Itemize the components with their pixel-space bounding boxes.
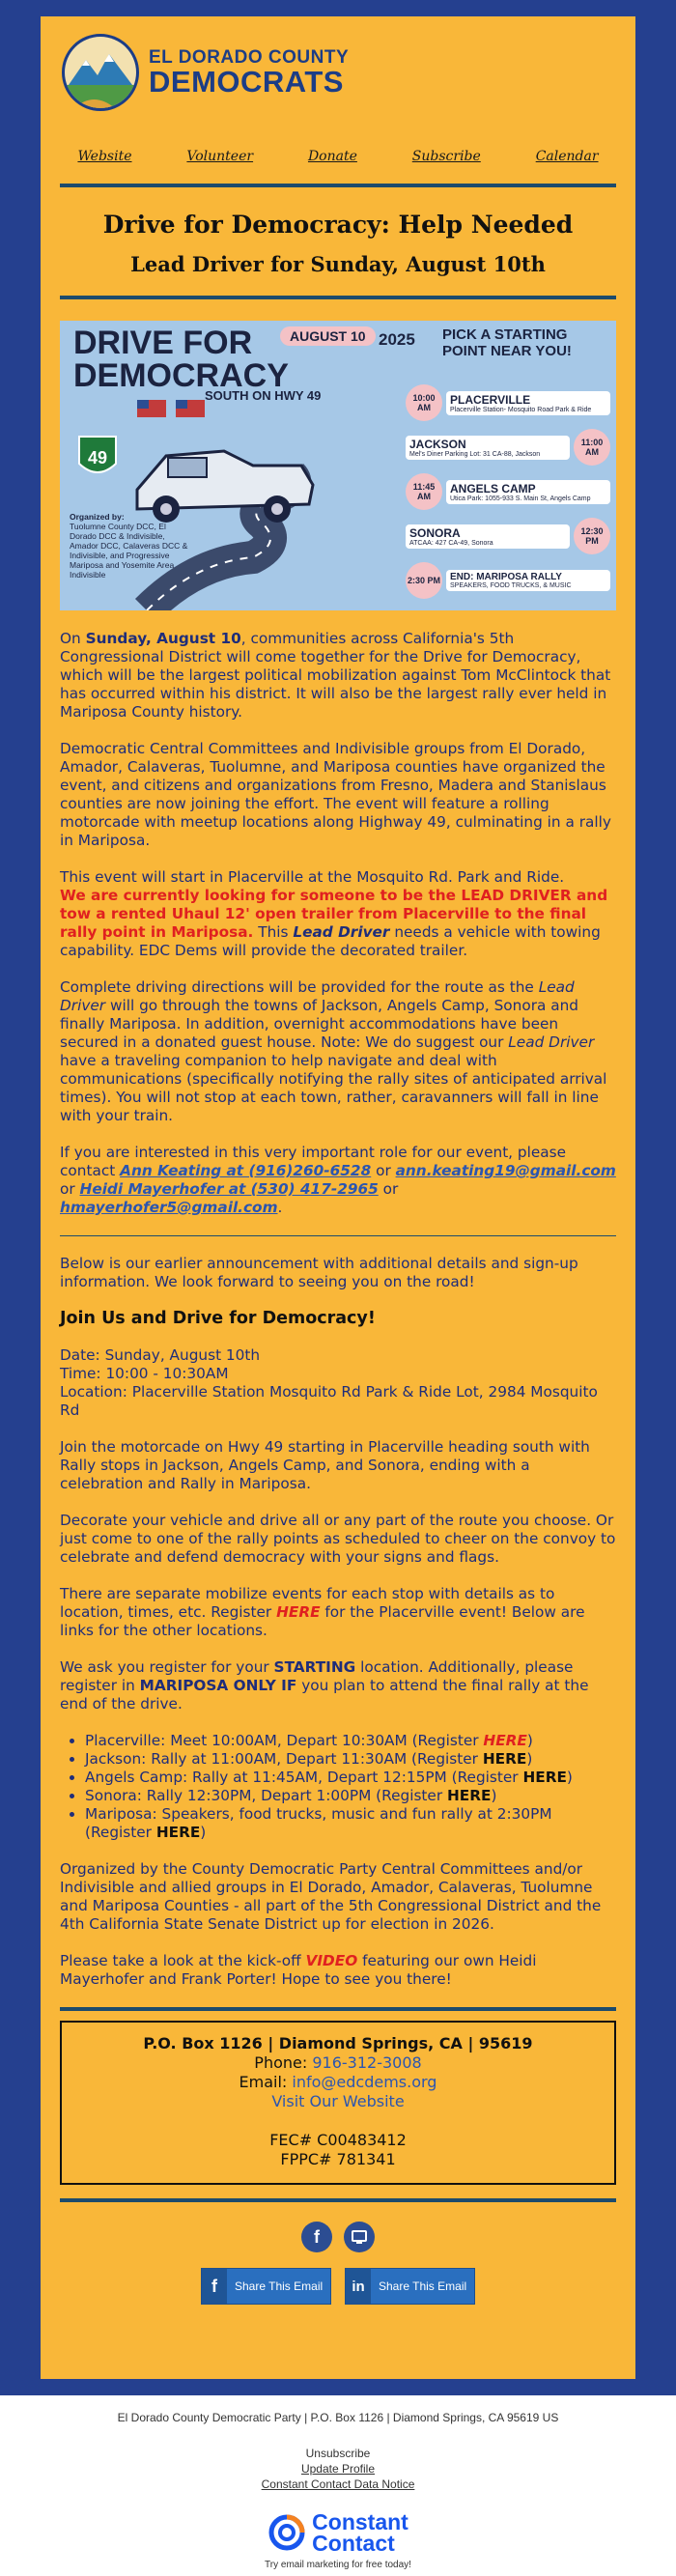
intro-paragraph: On Sunday, August 10, communities across California's 5th Congressional District will come together for the Drive for Democracy, which will be the largest political mobilization against Tom McClintock that has occurred within his district. It will also be the largest rally ever held in Mariposa County history. [60,630,611,721]
website-icon[interactable] [344,2222,375,2252]
share-buttons [41,2268,635,2305]
stop-name: END: MARIPOSA RALLY [450,572,562,582]
organized-body: Tuolumne County DCC, El Dorado DCC & Indivisible, Amador DCC, Calaveras DCC & Indivisible, and Progressive Mariposa and Yosemite Area Indivisible [70,522,188,580]
logo-emblem-icon [62,34,139,111]
website-link[interactable]: Visit Our Website [271,2092,405,2110]
logo-line-1: EL DORADO COUNTY [149,46,350,68]
facebook-icon: f [202,2269,227,2304]
social-icons [41,2222,635,2252]
list-item: • Mariposa: Speakers, food trucks, music and fun rally at 2:30PM (Register HERE) [85,1805,616,1842]
register-link[interactable]: HERE [522,1769,567,1786]
stop-name: SONORA [409,525,461,540]
phone-link[interactable]: 916-312-3008 [312,2053,422,2072]
footer-org: El Dorado County Democratic Party | P.O. Box 1126 | Diamond Springs, CA 95619 US [117,2411,559,2424]
banner-route: SOUTH ON HWY 49 [205,388,322,403]
phone-line: Phone: 916-312-3008 [254,2053,422,2072]
list-item: • Placerville: Meet 10:00AM, Depart 10:30AM (Register HERE) [85,1732,616,1750]
constant-contact-icon [268,2513,306,2552]
share-facebook-button[interactable]: f Share This Email [201,2268,331,2305]
announcement-intro: Below is our earlier announcement with additional details and sign-up information. We look forward to seeing you on the road! [60,1255,578,1290]
stop-time: 2:30 PM [406,562,442,599]
rally-list [60,1732,616,1842]
fppc-number: FPPC# 781341 [280,2150,396,2168]
unsubscribe-link[interactable]: Unsubscribe [305,2447,371,2460]
stop-name: JACKSON [409,437,466,451]
stop-name: PLACERVILLE [450,392,531,407]
organized-title: Organized by: [70,512,125,522]
ann-phone-link[interactable]: Ann Keating at (916)260-6528 [120,1162,372,1179]
decorate-paragraph: Decorate your vehicle and drive all or any part of the route you choose. Or just come to one of the rally points as scheduled to cheer on the convoy to celebrate and defend democracy with your signs and flags. [60,1512,616,1566]
stop-detail: Placerville Station- Mosquito Road Park & Ride [450,406,592,413]
share-linkedin-button[interactable]: in Share This Email [345,2268,475,2305]
organized-paragraph: Organized by the County Democratic Party Central Committees and/or Indivisible and allied groups in El Dorado, Amador, Calaveras, Tuolumne and Mariposa Counties - all part of the 5th Congressional District and the 4th California State Senate District up for election in 2026. [60,1860,602,1933]
cc-word-2: Contact [312,2531,395,2556]
stop-jackson [406,425,610,469]
nav-website[interactable]: Website [77,149,132,164]
contact-box [60,2021,616,2185]
logo-line-2: DEMOCRATS [149,64,344,99]
stop-detail: Mel's Diner Parking Lot: 31 CA-88, Jackson [409,450,541,458]
ann-email-link[interactable]: ann.keating19@gmail.com [395,1162,616,1179]
register-placerville-link[interactable]: HERE [276,1603,321,1621]
constant-contact-logo[interactable] [0,2511,676,2554]
nav-donate[interactable]: Donate [307,149,357,164]
data-notice-link[interactable]: Constant Contact Data Notice [261,2477,415,2491]
update-profile-link[interactable]: Update Profile [300,2462,376,2476]
page-title: Drive for Democracy: Help Needed [102,211,574,239]
banner-headline-1: DRIVE FOR [73,325,253,361]
cc-word-1: Constant [312,2509,408,2534]
stop-time: 12:30 PM [574,518,610,554]
hwy-number: 49 [87,448,108,467]
register-link[interactable]: HERE [482,1750,527,1768]
motorcade-paragraph: Join the motorcade on Hwy 49 starting in Placerville heading south with Rally stops in Jackson, Angels Camp, and Sonora, ending with a celebration and Rally in Mariposa. [60,1438,590,1492]
email-link[interactable]: info@edcdems.org [292,2073,437,2091]
nav-bar [41,127,635,172]
stop-name: ANGELS CAMP [450,481,536,495]
heidi-email-link[interactable]: hmayerhofer5@gmail.com [60,1199,278,1216]
register-paragraph: There are separate mobilize events for each stop with details as to location, times, etc. Register HERE for the Placerville event! Below are links for the other locations. [60,1585,585,1639]
banner-headline-2: DEMOCRACY [73,357,289,394]
nav-calendar[interactable]: Calendar [535,149,599,164]
event-banner[interactable] [60,321,616,610]
email-body [41,630,635,1989]
flag-icon [137,400,205,417]
directions-paragraph: Complete driving directions will be provided for the route as the Lead Driver will go through the towns of Jackson, Angels Camp, Sonora and finally Mariposa. In addition, overnight accommodations have been secured in a donated guest house. Note: We do suggest our Lead Driver have a traveling companion to help navigate and deal with communications (specifically notifying the rally sites of anticipated arrival times). You will not stop at each town, rather, caravanners will fall in line with your train. [60,978,607,1124]
mailing-address: P.O. Box 1126 | Diamond Springs, CA | 95619 [143,2034,533,2052]
cc-tagline: Try email marketing for free today! [265,2560,411,2570]
title-block [41,187,635,296]
stop-detail: SPEAKERS, FOOD TRUCKS, & MUSIC [450,582,572,589]
organizers-paragraph: Democratic Central Committees and Indivisible groups from El Dorado, Amador, Calaveras, Tuolumne, and Mariposa counties have organized the event, and citizens and organizations from Fresno, Madera and Stanislaus counties are now joining the effort. The event will feature a rolling motorcade with meetup locations along Highway 49, culminating in a rally in Mariposa. [60,740,611,849]
banner-year: 2025 [379,330,415,349]
divider [60,2007,616,2011]
banner-date: AUGUST 10 [280,326,376,346]
video-paragraph: Please take a look at the kick-off VIDEO featuring our own Heidi Mayerhofer and Frank Porter! Hope to see you there! [60,1952,537,1988]
stop-placerville [406,381,610,425]
email-line: Email: info@edcdems.org [239,2073,437,2091]
email-card [41,16,635,2379]
join-heading: Join Us and Drive for Democracy! [60,1309,376,1328]
banner-pick: PICK A STARTING POINT NEAR YOU! [442,326,572,359]
linkedin-icon: in [346,2269,371,2304]
stop-time: 11:00 AM [574,429,610,466]
page-subtitle: Lead Driver for Sunday, August 10th [130,252,546,276]
stop-mariposa [406,558,610,603]
video-link[interactable]: VIDEO [305,1952,358,1969]
list-item: • Angels Camp: Rally at 11:45AM, Depart 12:15PM (Register HERE) [85,1769,616,1787]
event-details: Date: Sunday, August 10th Time: 10:00 - 10:30AM Location: Placerville Station Mosquito Rd Park & Ride Lot, 2984 Mosquito Rd [60,1346,598,1419]
starting-paragraph: We ask you register for your STARTING location. Additionally, please register in MARIPOSA ONLY IF you plan to attend the final rally at the end of the drive. [60,1658,589,1713]
logo[interactable] [41,16,635,127]
register-link[interactable]: HERE [483,1732,527,1749]
heidi-phone-link[interactable]: Heidi Mayerhofer at (530) 417-2965 [79,1180,379,1198]
facebook-icon[interactable]: f [301,2222,332,2252]
email-footer [0,2395,676,2570]
fec-number: FEC# C00483412 [269,2131,407,2149]
stop-time: 11:45 AM [406,473,442,510]
lead-driver-paragraph: This event will start in Placerville at the Mosquito Rd. Park and Ride. We are currently looking for someone to be the LEAD DRIVER and tow a rented Uhaul 12' open trailer from Placerville to the final rally point in Mariposa. This Lead Driver needs a vehicle with towing capability. EDC Dems will provide the decorated trailer. [60,868,608,959]
list-item: • Sonora: Rally 12:30PM, Depart 1:00PM (Register HERE) [85,1787,616,1805]
divider [60,1235,616,1236]
stop-detail: ATCAA: 427 CA-49, Sonora [409,539,493,547]
divider [60,296,616,299]
list-item: • Jackson: Rally at 11:00AM, Depart 11:30AM (Register HERE) [85,1750,616,1769]
register-link[interactable]: HERE [155,1824,201,1841]
register-link[interactable]: HERE [446,1787,492,1804]
stop-time: 10:00 AM [406,384,442,421]
stop-angels-camp [406,469,610,514]
divider [60,2198,616,2202]
nav-volunteer[interactable]: Volunteer [186,149,254,164]
contact-paragraph: If you are interested in this very important role for our event, please contact Ann Keating at (916)260-6528 or ann.keating19@gmail.com or Heidi Mayerhofer at (530) 417-2965 or hmayerhofer5@gmail.com. [60,1144,616,1216]
stop-sonora [406,514,610,558]
stop-detail: Utica Park: 1055-933 S. Main St, Angels Camp [450,495,591,502]
nav-subscribe[interactable]: Subscribe [411,149,481,164]
